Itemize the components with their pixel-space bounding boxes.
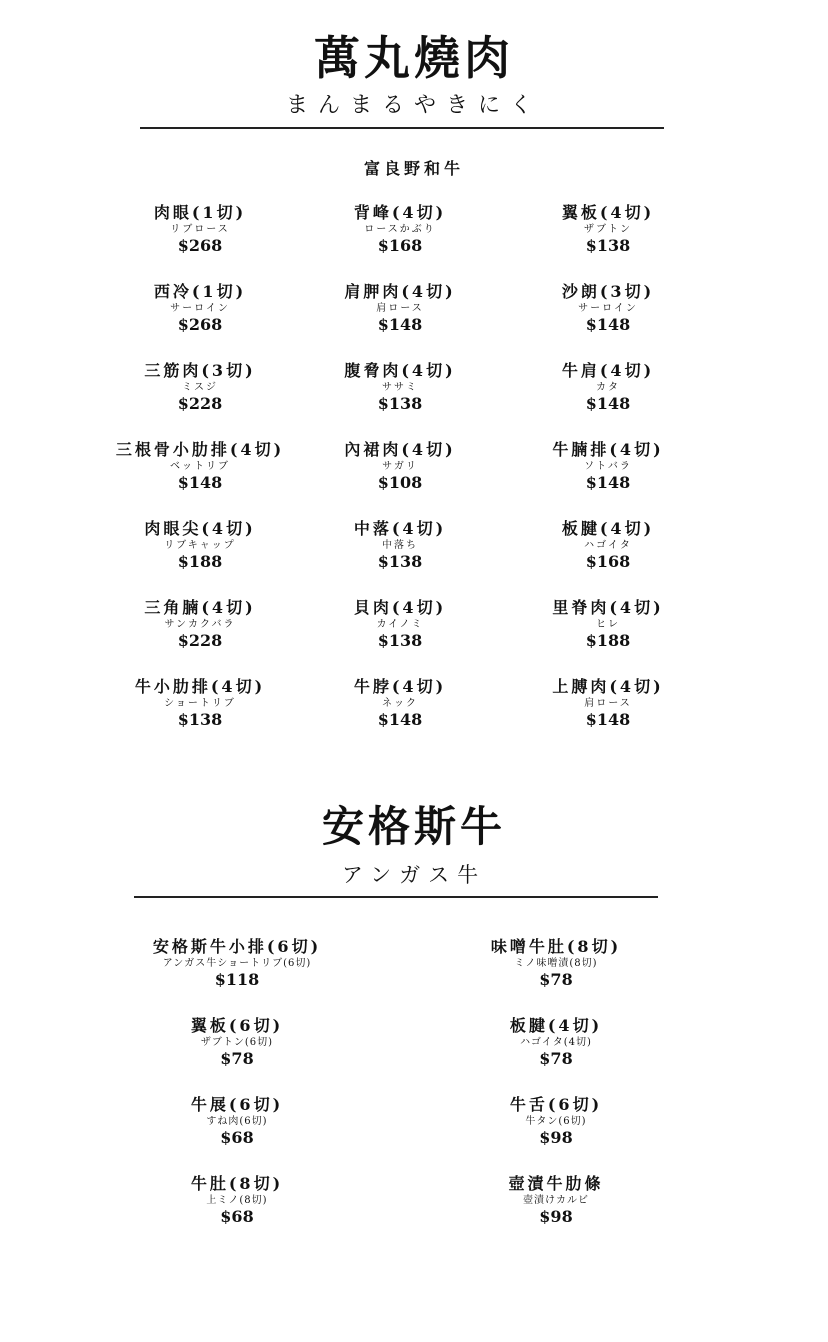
item-name: 三角腩(4切) xyxy=(144,598,256,617)
item-price: $148 xyxy=(377,315,423,334)
item-kana: ミスジ xyxy=(182,382,218,393)
item-price: $168 xyxy=(585,552,631,571)
item-price: $168 xyxy=(377,236,423,255)
item-kana: ロースかぶり xyxy=(364,224,436,235)
divider xyxy=(140,127,664,129)
item-name: 背峰(4切) xyxy=(353,203,447,222)
item-price: $148 xyxy=(585,710,631,729)
item-name: 翼板(4切) xyxy=(561,203,655,222)
item-kana: ハゴイタ xyxy=(584,540,632,551)
angus-menu-grid xyxy=(0,937,828,1237)
item-price: $138 xyxy=(377,631,423,650)
item-name: 板腱(4切) xyxy=(561,519,655,538)
item-price: $268 xyxy=(177,236,223,255)
menu-item xyxy=(77,1016,397,1086)
item-kana: すね肉(6切) xyxy=(206,1116,268,1127)
item-kana: 中落ち xyxy=(382,540,418,551)
item-name: 牛小肋排(4切) xyxy=(134,677,266,696)
item-kana: カタ xyxy=(596,382,620,393)
item-kana: ベットリブ xyxy=(170,461,230,472)
item-kana: ザブトン xyxy=(584,224,632,235)
item-kana: サーロイン xyxy=(578,303,638,314)
item-kana: 牛タン(6切) xyxy=(525,1116,587,1127)
item-name: 牛舌(6切) xyxy=(509,1095,603,1114)
menu-item xyxy=(478,519,738,589)
item-name: 牛腩排(4切) xyxy=(552,440,664,459)
item-name: 腹脅肉(4切) xyxy=(344,361,456,380)
item-kana: ソトバラ xyxy=(584,461,632,472)
item-name: 三根骨小肋排(4切) xyxy=(115,440,285,459)
item-price: $228 xyxy=(177,394,223,413)
item-name: 內裙肉(4切) xyxy=(344,440,456,459)
item-name: 牛展(6切) xyxy=(190,1095,284,1114)
item-price: $78 xyxy=(539,1049,573,1068)
item-name: 肉眼(1切) xyxy=(153,203,247,222)
item-name: 里脊肉(4切) xyxy=(552,598,664,617)
item-name: 肩胛肉(4切) xyxy=(344,282,456,301)
divider xyxy=(134,896,658,898)
menu-item xyxy=(396,1095,716,1165)
item-kana: 壺漬けカルビ xyxy=(523,1195,589,1206)
section-title-angus: 安格斯牛 xyxy=(321,802,506,851)
menu-item xyxy=(478,282,738,352)
item-kana: サガリ xyxy=(382,461,418,472)
menu-item xyxy=(396,1174,716,1244)
menu-item xyxy=(478,203,738,273)
item-price: $228 xyxy=(177,631,223,650)
menu-item xyxy=(478,361,738,431)
item-price: $148 xyxy=(585,394,631,413)
item-kana: リブキャップ xyxy=(164,540,236,551)
item-name: 上膊肉(4切) xyxy=(552,677,664,696)
item-name: 板腱(4切) xyxy=(509,1016,603,1035)
item-name: 三筋肉(3切) xyxy=(144,361,256,380)
item-price: $138 xyxy=(377,394,423,413)
item-price: $118 xyxy=(214,970,260,989)
item-price: $138 xyxy=(177,710,223,729)
item-price: $148 xyxy=(585,473,631,492)
item-name: 貝肉(4切) xyxy=(353,598,447,617)
item-price: $148 xyxy=(377,710,423,729)
item-kana: 肩ロース xyxy=(584,698,632,709)
item-price: $148 xyxy=(177,473,223,492)
item-price: $78 xyxy=(220,1049,254,1068)
item-name: 牛肩(4切) xyxy=(561,361,655,380)
item-kana: ヒレ xyxy=(596,619,620,630)
wagyu-menu-grid xyxy=(0,203,828,763)
restaurant-title: 萬丸燒肉 xyxy=(314,31,514,85)
item-price: $98 xyxy=(539,1128,573,1147)
item-name: 肉眼尖(4切) xyxy=(144,519,256,538)
menu-item xyxy=(77,1095,397,1165)
item-price: $68 xyxy=(220,1128,254,1147)
item-kana: 肩ロース xyxy=(376,303,424,314)
item-name: 牛肚(8切) xyxy=(190,1174,284,1193)
item-kana: アンガス牛ショートリブ(6切) xyxy=(162,958,312,969)
item-price: $138 xyxy=(585,236,631,255)
item-kana: リブロース xyxy=(170,224,230,235)
item-price: $68 xyxy=(220,1207,254,1226)
item-kana: サンカクバラ xyxy=(164,619,236,630)
item-kana: ネック xyxy=(382,698,418,709)
item-price: $108 xyxy=(377,473,423,492)
item-kana: ショートリブ xyxy=(164,698,236,709)
item-name: 沙朗(3切) xyxy=(561,282,655,301)
section-heading-wagyu: 富良野和牛 xyxy=(363,159,464,178)
item-price: $188 xyxy=(585,631,631,650)
menu-item xyxy=(77,1174,397,1244)
menu-item xyxy=(396,1016,716,1086)
item-price: $138 xyxy=(377,552,423,571)
item-kana: 上ミノ(8切) xyxy=(206,1195,268,1206)
item-name: 牛脖(4切) xyxy=(353,677,447,696)
item-price: $148 xyxy=(585,315,631,334)
menu-item xyxy=(77,937,397,1007)
item-name: 味噌牛肚(8切) xyxy=(490,937,622,956)
item-price: $78 xyxy=(539,970,573,989)
item-kana: ザブトン(6切) xyxy=(200,1037,274,1048)
restaurant-kana: まんまるやきにく xyxy=(285,93,542,118)
menu-item xyxy=(478,598,738,668)
item-name: 西冷(1切) xyxy=(153,282,247,301)
menu-item xyxy=(478,677,738,747)
item-kana: サーロイン xyxy=(170,303,230,314)
menu-item xyxy=(396,937,716,1007)
item-name: 安格斯牛小排(6切) xyxy=(152,937,322,956)
item-kana: カイノミ xyxy=(376,619,424,630)
item-price: $98 xyxy=(539,1207,573,1226)
item-price: $268 xyxy=(177,315,223,334)
item-kana: ササミ xyxy=(382,382,418,393)
item-name: 壺漬牛肋條 xyxy=(508,1174,604,1193)
item-kana: ハゴイタ(4切) xyxy=(520,1037,592,1048)
item-kana: ミノ味噌漬(8切) xyxy=(514,958,598,969)
item-name: 翼板(6切) xyxy=(190,1016,284,1035)
menu-item xyxy=(478,440,738,510)
item-price: $188 xyxy=(177,552,223,571)
item-name: 中落(4切) xyxy=(353,519,447,538)
section-kana-angus: アンガス牛 xyxy=(341,863,487,887)
